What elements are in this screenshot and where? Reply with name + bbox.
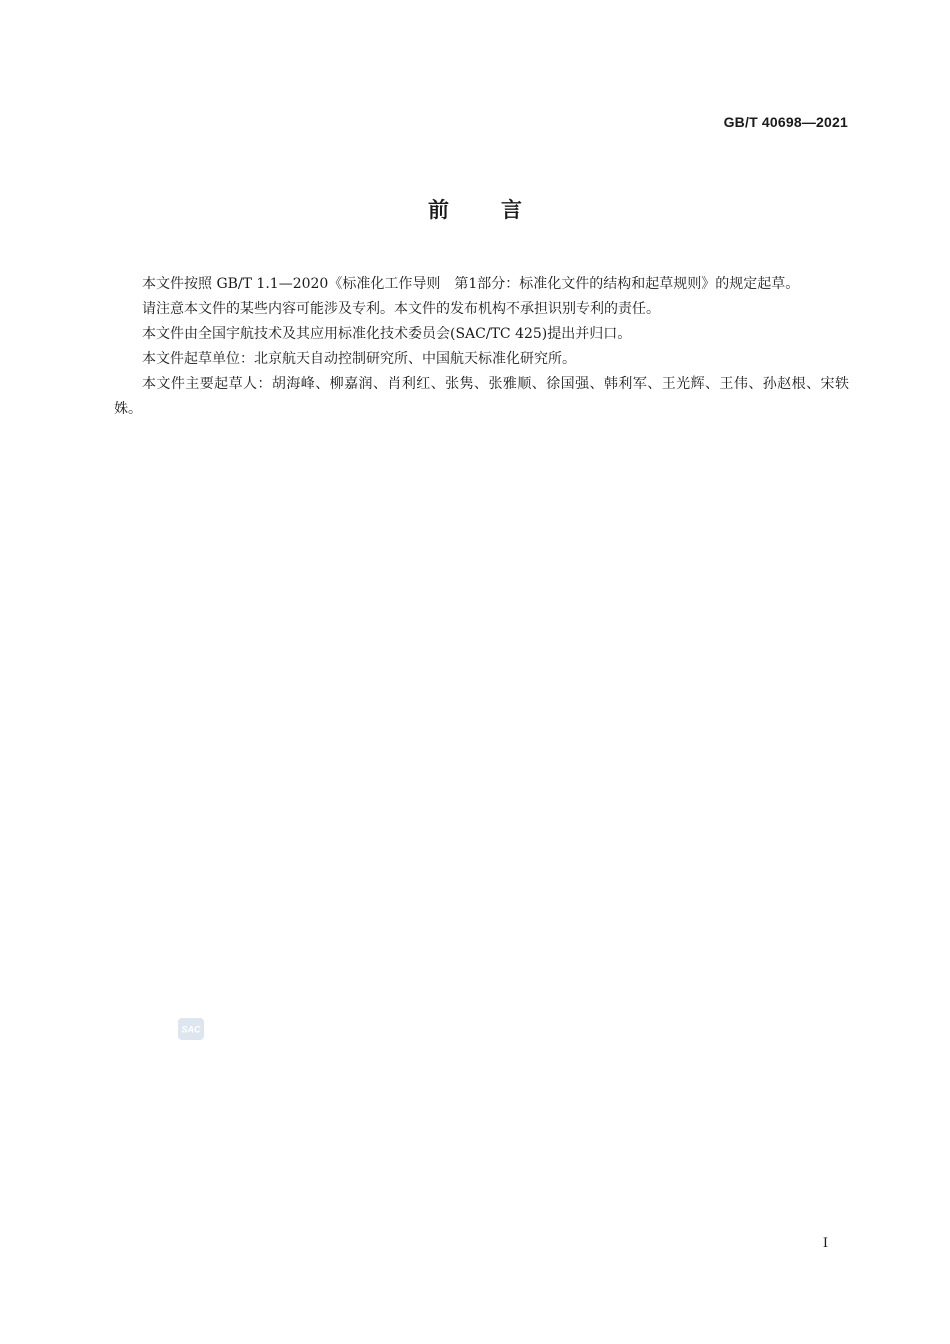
paragraph-drafting-units: 本文件起草单位：北京航天自动控制研究所、中国航天标准化研究所。	[142, 351, 576, 367]
sac-logo-icon	[180, 1023, 202, 1035]
paragraph-proposer: 本文件由全国宇航技术及其应用标准化技术委员会(SAC/TC 425)提出并归口。	[142, 326, 632, 342]
foreword-body	[114, 272, 849, 422]
page-number: I	[822, 1236, 828, 1251]
paragraph-drafting-rules: 本文件按照 GB/T 1.1—2020《标准化工作导则 第1部分：标准化文件的结构和起草规则》的规定起草。	[142, 276, 800, 292]
svg-text:SAC: SAC	[181, 1024, 201, 1035]
page-title-char-1: 前	[428, 198, 449, 222]
page-title-char-2: 言	[501, 198, 522, 222]
standard-number: GB/T 40698—2021	[723, 114, 848, 130]
sac-watermark-logo	[178, 1018, 204, 1040]
paragraph-patent-notice: 请注意本文件的某些内容可能涉及专利。本文件的发布机构不承担识别专利的责任。	[142, 301, 660, 317]
page-title	[0, 196, 950, 224]
paragraph-drafters: 本文件主要起草人：胡海峰、柳嘉润、肖利红、张隽、张雅顺、徐国强、韩利军、王光辉、王伟、孙赵根、宋轶姝。	[114, 376, 849, 417]
